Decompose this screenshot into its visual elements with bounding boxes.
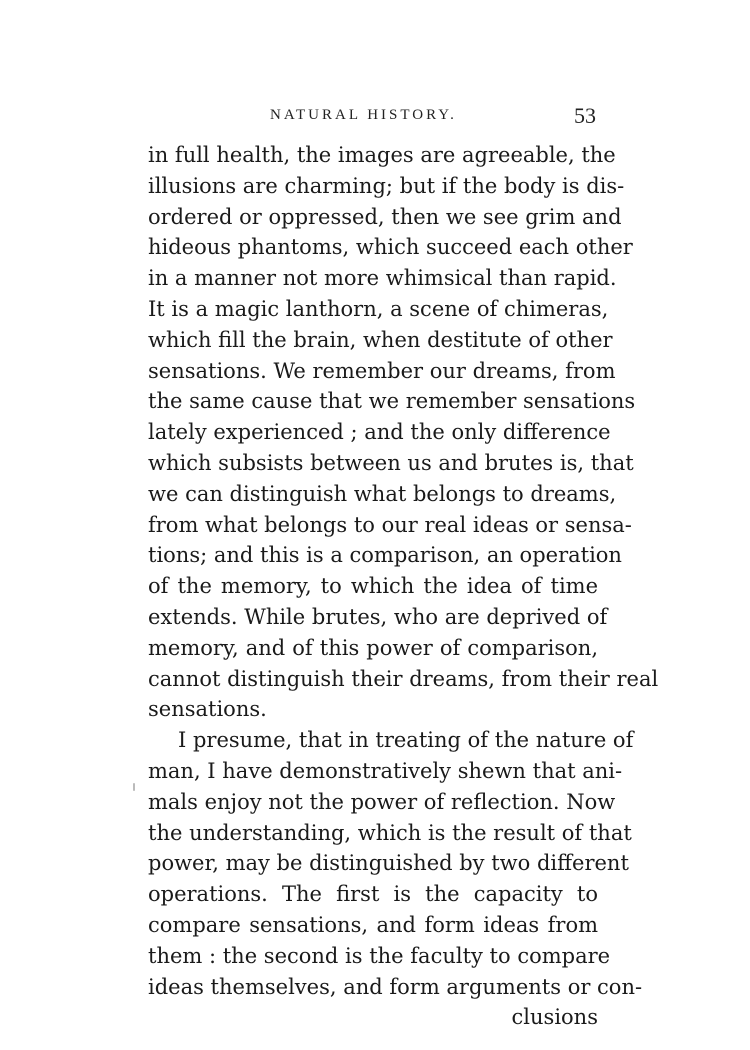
- running-title: NATURAL HISTORY.: [270, 107, 457, 123]
- text-line: ideas themselves, and form arguments or con-: [148, 974, 643, 999]
- body-text: [148, 140, 659, 1033]
- text-line: which fill the brain, when destitute of other: [148, 327, 613, 352]
- text-line: them : the second is the faculty to compare: [148, 943, 611, 968]
- text-line: power, may be distinguished by two different: [148, 851, 629, 876]
- text-line: in full health, the images are agreeable, the: [148, 143, 616, 167]
- text-line: the same cause that we remember sensations: [148, 389, 636, 414]
- text-line: which subsists between us and brutes is, that: [148, 450, 634, 475]
- paragraph-start-line: I presume, that in treating of the nature of: [178, 728, 634, 753]
- text-line: It is a magic lanthorn, a scene of chimeras,: [148, 296, 609, 321]
- text-line: sensations.: [148, 697, 267, 722]
- page-header: [148, 103, 598, 133]
- text-line: tions; and this is a comparison, an operation: [148, 543, 622, 568]
- text-line: hideous phantoms, which succeed each other: [148, 235, 633, 260]
- text-line: extends. While brutes, who are deprived of: [148, 604, 608, 629]
- text-line: operations. The first is the capacity to: [148, 882, 598, 907]
- catchword: clusions: [511, 1005, 598, 1030]
- text-line: lately experienced ; and the only difference: [148, 420, 611, 445]
- text-line: memory, and of this power of comparison,: [148, 635, 598, 660]
- text-line: ordered or oppressed, then we see grim and: [148, 204, 622, 229]
- paper-speck: [133, 783, 135, 791]
- text-line: man, I have demonstratively shewn that ani-: [148, 758, 623, 783]
- text-line: cannot distinguish their dreams, from their real: [148, 666, 659, 691]
- text-line: illusions are charming; but if the body is dis-: [148, 173, 625, 198]
- text-line: the understanding, which is the result of that: [148, 820, 632, 845]
- text-line: compare sensations, and form ideas from: [148, 912, 598, 937]
- text-line: in a manner not more whimsical than rapid.: [148, 266, 617, 291]
- text-line: mals enjoy not the power of reflection. Now: [148, 789, 616, 814]
- text-line: from what belongs to our real ideas or sensa-: [148, 512, 632, 537]
- text-line: of the memory, to which the idea of time: [148, 574, 598, 599]
- text-line: sensations. We remember our dreams, from: [148, 358, 616, 383]
- text-line: we can distinguish what belongs to dreams,: [148, 481, 617, 506]
- page-number: 53: [574, 103, 596, 128]
